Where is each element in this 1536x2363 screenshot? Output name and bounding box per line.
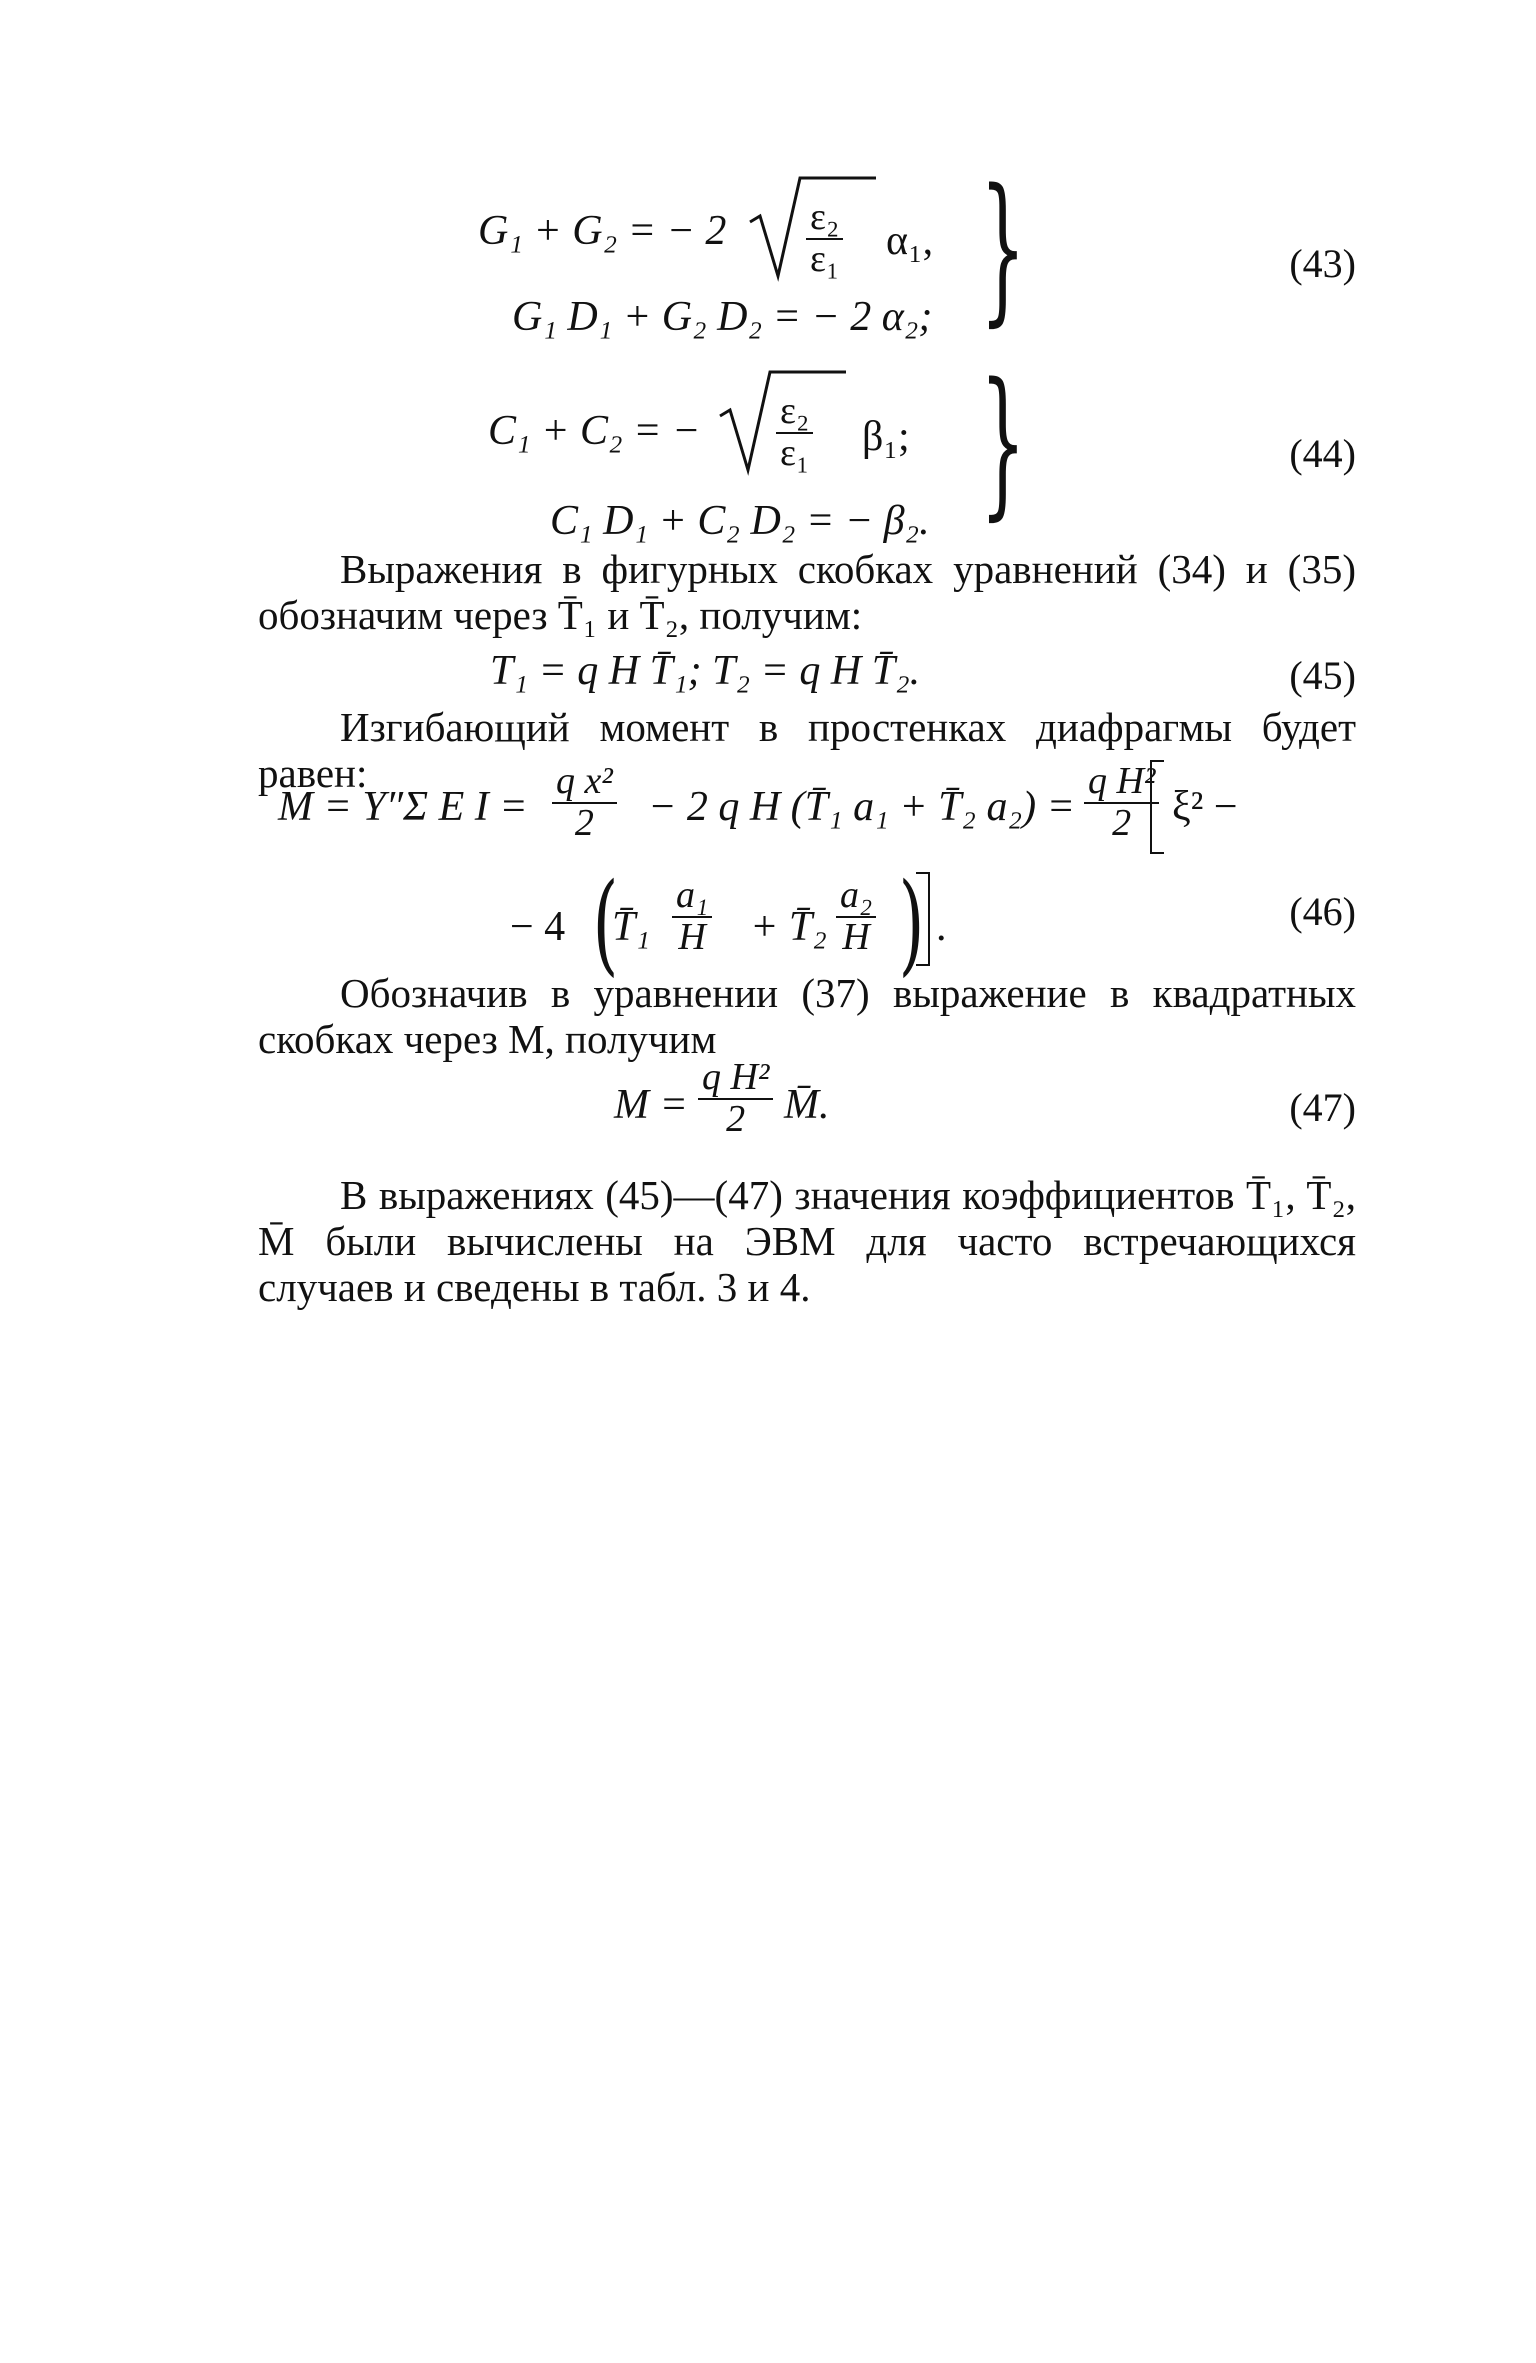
eq43-fraction (806, 198, 843, 280)
paragraph-3: Обозначив в уравнении (37) выражение в квадратных скобках через M, получим (258, 970, 1356, 1062)
eq46-frac1 (552, 762, 617, 844)
eq44-frac-den: ε₁ (780, 431, 810, 474)
eq45-number: (45) (1289, 653, 1356, 698)
eq43-line1-tail: α₁, (886, 218, 934, 264)
eq46-close-paren: ) (898, 859, 925, 987)
eq44-line1-tail: β₁; (862, 414, 910, 460)
eq46-line2-start: − 4 (510, 904, 566, 950)
paragraph-1: Выражения в фигурных скобках уравнений (34) и (35) обозначим через T̄₁ и T̄₂, получим: (258, 546, 1356, 638)
eq46-line2-frac2 (836, 876, 876, 958)
eq45: T₁ = q H T̄₁; T₂ = q H T̄₂. (490, 648, 921, 694)
eq46-frac2-den: 2 (1112, 801, 1132, 844)
paragraph-4: В выражениях (45)—(47) значения коэффициентов T̄₁, T̄₂, M̄ были вычислены на ЭВМ для часто встречающихся случаев и сведены в табл. 3 и 4. (258, 1172, 1356, 1310)
eq46-line2-frac2-num: a₂ (836, 876, 876, 918)
eq47-number: (47) (1289, 1085, 1356, 1130)
eq47-frac-num: q H² (698, 1058, 773, 1100)
eq46-lhs: M = Y″Σ E I = (278, 784, 528, 830)
eq47-lhs: M = (614, 1082, 688, 1128)
eq46-line2-frac1 (672, 876, 712, 958)
eq46-frac1-den: 2 (574, 801, 594, 844)
eq46-line2-end: . (936, 904, 947, 950)
eq44-number: (44) (1289, 431, 1356, 476)
eq46-number: (46) (1289, 889, 1356, 934)
eq46-close-square-bracket (916, 872, 930, 966)
eq46-line2-t1: T̄₁ (612, 904, 650, 950)
eq46-line2-frac1-num: a₁ (672, 876, 712, 918)
eq46-line2-frac1-den: H (678, 915, 706, 958)
eq47-frac (698, 1058, 773, 1140)
eq47-frac-den: 2 (726, 1097, 746, 1140)
eq43-curly-brace: } (979, 154, 1026, 341)
eq43-line2: G₁ D₁ + G₂ D₂ = − 2 α₂; (512, 294, 933, 340)
eq44-line1: C₁ + C₂ = − (488, 408, 701, 454)
eq44-line2: C₁ D₁ + C₂ D₂ = − β₂. (550, 498, 930, 544)
eq43-frac-den: ε₁ (810, 237, 840, 280)
eq46-bracket-tail: ξ² − (1172, 784, 1238, 830)
eq46-frac2 (1084, 762, 1159, 844)
eq47-rhs: M̄. (784, 1082, 830, 1128)
eq46-frac1-num: q x² (552, 762, 617, 804)
eq46-line2-plus: + T̄₂ (750, 904, 827, 950)
eq46-open-square-bracket (1150, 760, 1164, 854)
paragraph-2: Изгибающий момент в простенках диафрагмы будет равен: (258, 704, 1356, 796)
eq44-curly-brace: } (979, 348, 1026, 535)
eq44-fraction (776, 392, 813, 474)
eq43-number: (43) (1289, 241, 1356, 286)
eq43-line1 (478, 210, 726, 252)
eq46-line2-frac2-den: H (842, 915, 870, 958)
eq44-frac-num: ε₂ (776, 392, 813, 434)
eq46-open-paren: ( (592, 859, 619, 987)
eq43-line1-lhs: G₁ + G₂ = − 2 (478, 208, 727, 254)
eq46-frac2-num: q H² (1084, 762, 1159, 804)
eq43-frac-num: ε₂ (806, 198, 843, 240)
eq46-mid: − 2 q H (T̄₁ a₁ + T̄₂ a₂) = (648, 784, 1075, 830)
